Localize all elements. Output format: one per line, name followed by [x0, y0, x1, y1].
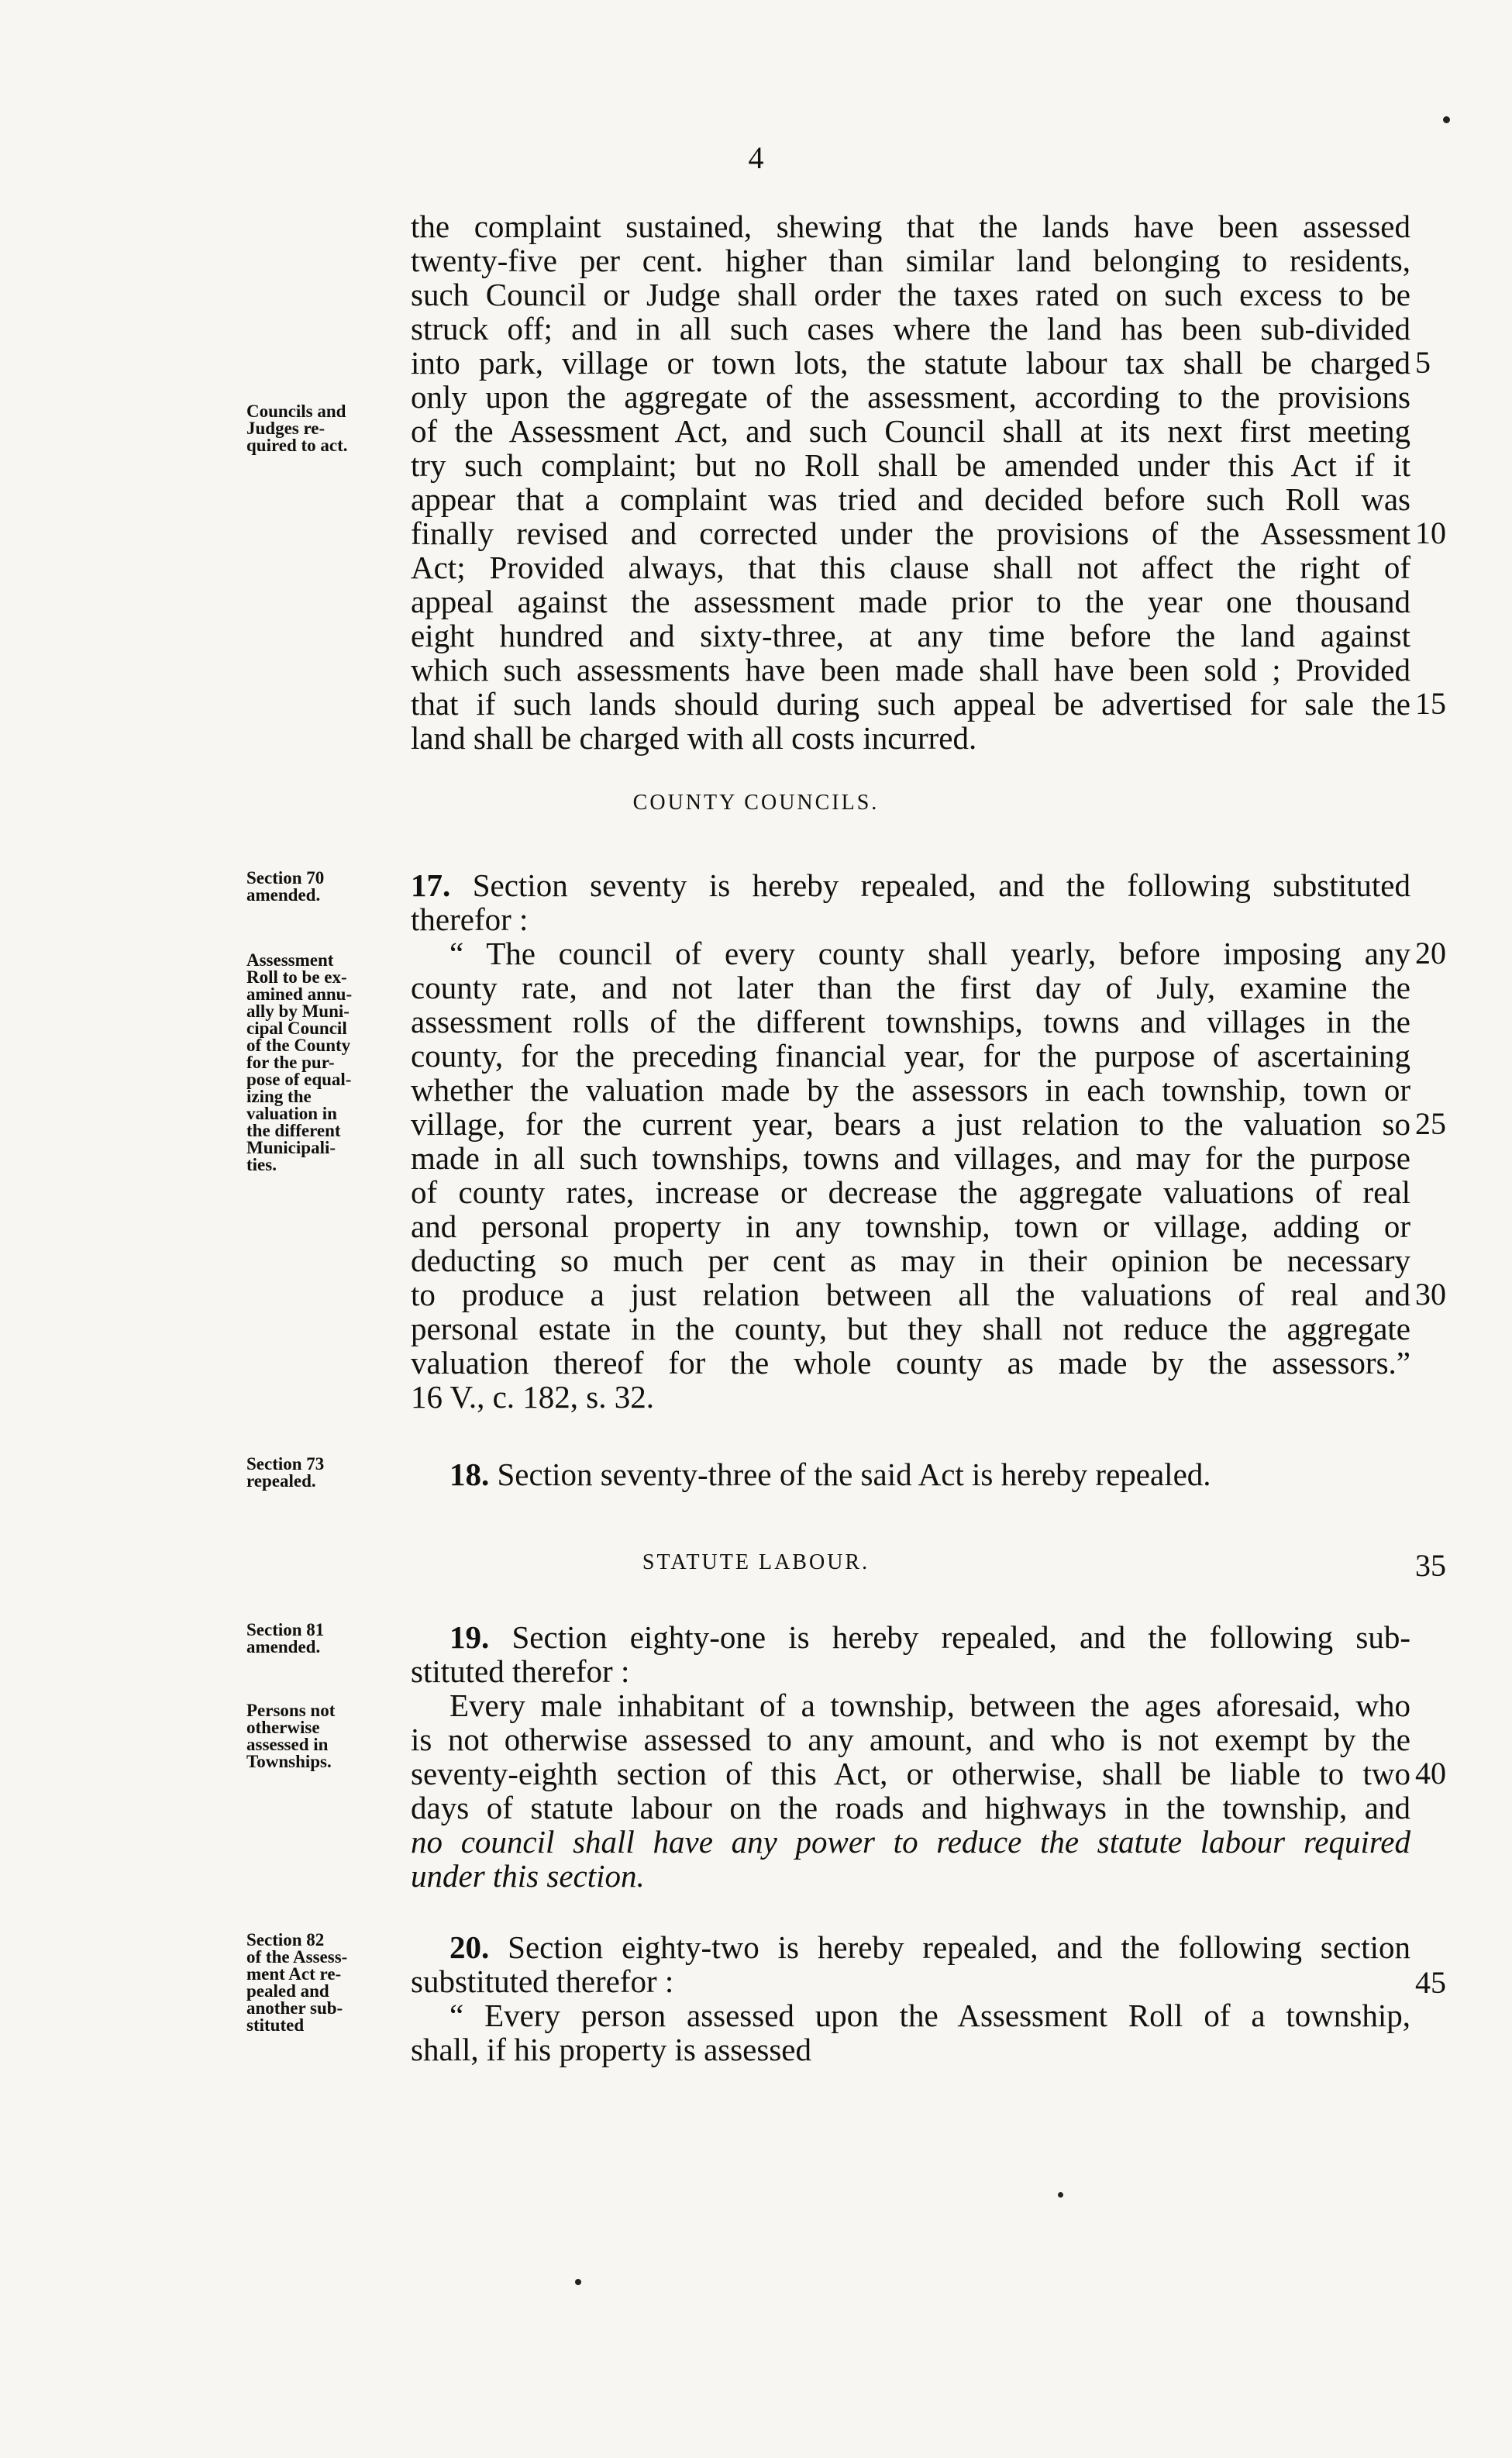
text-line: to produce a just relation between all the valuations of real and	[411, 1277, 1410, 1312]
marginal-note: Section 73 repealed.	[246, 1454, 325, 1491]
section-number: 17.	[411, 867, 451, 903]
text-line: is not otherwise assessed to any amount, and who is not exempt by the	[411, 1722, 1410, 1757]
text-line: appeal against the assessment made prior to the year one thousand	[411, 584, 1410, 619]
text-line: Every male inhabitant of a township, between the ages aforesaid, who	[449, 1688, 1410, 1723]
print-speck	[1443, 116, 1450, 123]
line-number: 15	[1415, 686, 1446, 721]
text-line: twenty-five per cent. higher than similar land belonging to residents,	[411, 243, 1410, 278]
line-number: 35	[1415, 1548, 1446, 1583]
text-line: Section eighty-two is hereby repealed, and the following section	[508, 1929, 1410, 1965]
text-line: assessment rolls of the different townships, towns and villages in the	[411, 1004, 1410, 1039]
section-number: 19.	[449, 1619, 490, 1655]
line-number: 40	[1415, 1756, 1446, 1791]
marginal-note: Councils and Judges re- quired to act.	[246, 402, 348, 455]
text-line: substituted therefor :	[411, 1963, 674, 1999]
text-line: seventy-eighth section of this Act, or otherwise, shall be liable to two	[411, 1756, 1410, 1791]
text-line: of the Assessment Act, and such Council shall at its next first meeting	[411, 413, 1410, 449]
line-number: 45	[1415, 1965, 1446, 2000]
text-line: under this section.	[411, 1858, 645, 1894]
line-number: 10	[1415, 515, 1446, 550]
section-heading: COUNTY COUNCILS.	[632, 791, 880, 815]
text-line: which such assessments have been made shall have been sold ; Provided	[411, 652, 1410, 688]
text-line: days of statute labour on the roads and highways in the township, and	[411, 1790, 1410, 1825]
text-line: the complaint sustained, shewing that the lands have been assessed	[411, 209, 1410, 244]
line-number: 20	[1415, 936, 1446, 970]
text-line: 16 V., c. 182, s. 32.	[411, 1379, 654, 1415]
text-line: whether the valuation made by the assessors in each township, town or	[411, 1072, 1410, 1108]
page-number: 4	[748, 140, 764, 175]
marginal-note: Persons not otherwise assessed in Townships.	[246, 1701, 336, 1771]
text-line: village, for the current year, bears a just relation to the valuation so	[411, 1106, 1410, 1142]
text-line: Section seventy is hereby repealed, and the following substituted	[472, 867, 1410, 903]
text-line: Section eighty-one is hereby repealed, and the following sub-	[511, 1619, 1411, 1655]
text-line: struck off; and in all such cases where the land has been sub-divided	[411, 311, 1410, 346]
text-line: that if such lands should during such appeal be advertised for sale the	[411, 686, 1410, 722]
text-line: no council shall have any power to reduce the statute labour required	[411, 1824, 1410, 1860]
marginal-note: Section 81 amended.	[246, 1620, 325, 1656]
text-line: of county rates, increase or decrease the aggregate valuations of real	[411, 1174, 1410, 1210]
text-line: Section seventy-three of the said Act is hereby repealed.	[497, 1457, 1211, 1492]
line-number: 30	[1415, 1277, 1446, 1312]
print-speck	[1058, 2192, 1063, 2198]
text-line: only upon the aggregate of the assessment, according to the provisions	[411, 379, 1410, 415]
section-number: 18.	[449, 1457, 490, 1492]
text-line: stituted therefor :	[411, 1653, 630, 1689]
text-line: shall, if his property is assessed	[411, 2032, 811, 2067]
section-heading: STATUTE LABOUR.	[642, 1550, 870, 1574]
line-number: 25	[1415, 1106, 1446, 1141]
text-line: eight hundred and sixty-three, at any time before the land against	[411, 618, 1410, 653]
text-line: finally revised and corrected under the provisions of the Assessment	[411, 515, 1410, 551]
section-number: 20.	[449, 1929, 490, 1965]
text-line: Act; Provided always, that this clause shall not affect the right of	[411, 550, 1410, 585]
text-line: try such complaint; but no Roll shall be amended under this Act if it	[411, 447, 1410, 483]
text-line: “ Every person assessed upon the Assessment Roll of a township,	[449, 1998, 1410, 2033]
text-line: into park, village or town lots, the statute labour tax shall be charged	[411, 345, 1410, 381]
text-line: county rate, and not later than the first day of July, examine the	[411, 970, 1410, 1005]
text-line: “ The council of every county shall yearly, before imposing any	[449, 936, 1410, 971]
marginal-note: Assessment Roll to be ex- amined annu- ally by Muni- cipal Council of the County for the pur- pose of equal- izing the valuation in the different Municipali- ties.	[246, 950, 353, 1174]
text-line: appear that a complaint was tried and decided before such Roll was	[411, 481, 1410, 517]
text-line: valuation thereof for the whole county as made by the assessors.”	[411, 1345, 1410, 1381]
text-line: personal estate in the county, but they shall not reduce the aggregate	[411, 1311, 1410, 1346]
marginal-note: Section 82 of the Assess- ment Act re- pealed and another sub- stituted	[246, 1930, 348, 2035]
text-line: such Council or Judge shall order the taxes rated on such excess to be	[411, 277, 1410, 312]
print-speck	[575, 2279, 581, 2285]
text-line: land shall be charged with all costs incurred.	[411, 720, 977, 756]
text-line: deducting so much per cent as may in their opinion be necessary	[411, 1243, 1410, 1278]
text-line: and personal property in any township, town or village, adding or	[411, 1208, 1410, 1244]
text-line: therefor :	[411, 901, 529, 937]
text-line: made in all such townships, towns and villages, and may for the purpose	[411, 1140, 1410, 1176]
marginal-note: Section 70 amended.	[246, 868, 325, 905]
line-number: 5	[1415, 345, 1431, 380]
text-line: county, for the preceding financial year, for the purpose of ascertaining	[411, 1038, 1410, 1074]
